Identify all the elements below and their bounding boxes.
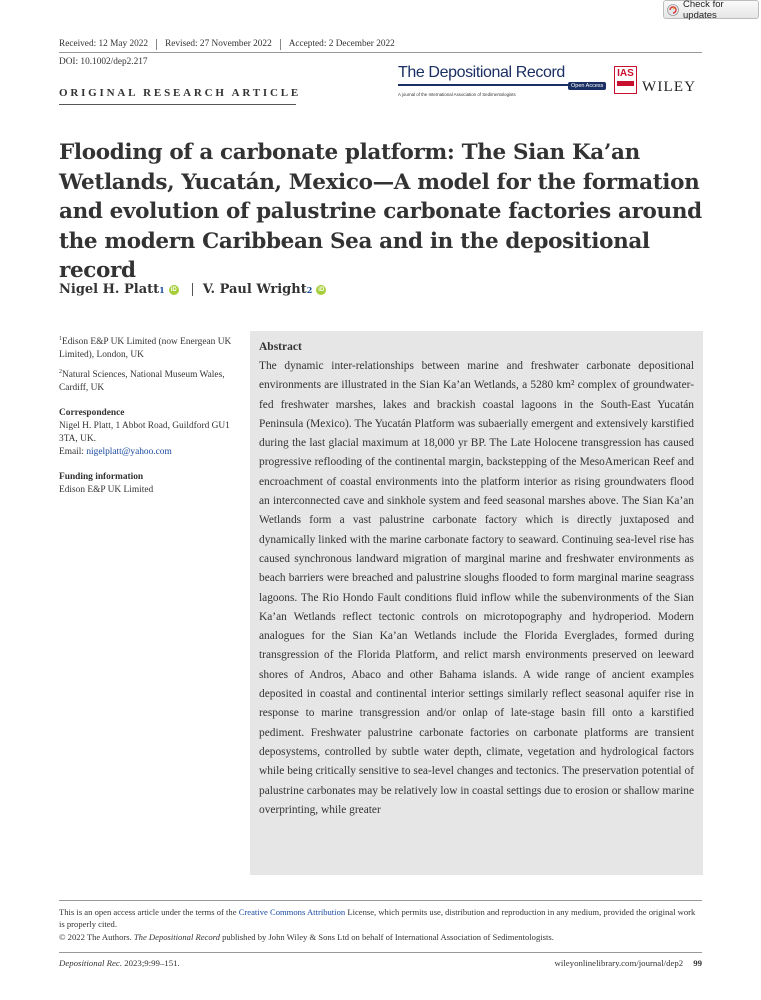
abstract-heading: Abstract bbox=[259, 341, 302, 353]
license-text: License, which permits use, distribution and reproduction in any medium, provided the original work is properly cited. bbox=[59, 907, 696, 930]
ias-logo-text: IAS bbox=[617, 68, 634, 79]
author-list bbox=[59, 282, 329, 297]
article-type-underline bbox=[59, 104, 296, 105]
citation-journal: Depositional Rec. bbox=[59, 958, 123, 968]
correspondence-heading: Correspondence bbox=[59, 408, 125, 419]
license-text: This is an open access article under the terms of the bbox=[59, 907, 239, 917]
refresh-icon bbox=[667, 4, 679, 16]
affiliation-text: Natural Sciences, National Museum Wales, Cardiff, UK bbox=[59, 370, 225, 394]
author-affiliation-mark[interactable]: 2 bbox=[306, 284, 313, 295]
affiliation-text: Edison E&P UK Limited (now Energean UK Limited), London, UK bbox=[59, 337, 232, 361]
copyright-text: published by John Wiley & Sons Ltd on behalf of International Association of Sedimentologists. bbox=[219, 931, 554, 942]
received-date: Received: 12 May 2022 bbox=[59, 39, 149, 49]
correspondence-address: Nigel H. Platt, 1 Abbot Road, Guildford GU1 3TA, UK. bbox=[59, 421, 230, 445]
author-name[interactable]: Nigel H. Platt bbox=[59, 282, 160, 297]
date-divider bbox=[156, 39, 157, 50]
doi: DOI: 10.1002/dep2.217 bbox=[59, 57, 148, 67]
journal-url[interactable]: wileyonlinelibrary.com/journal/dep2 bbox=[554, 958, 684, 968]
check-for-updates-label: Check for updates bbox=[683, 0, 724, 21]
article-type: ORIGINAL RESEARCH ARTICLE bbox=[59, 87, 301, 99]
ias-logo[interactable] bbox=[614, 66, 637, 94]
ias-logo-bar bbox=[617, 81, 634, 86]
affiliation-number: 2 bbox=[59, 369, 62, 376]
open-access-badge: Open Access bbox=[568, 82, 606, 90]
article-title: Flooding of a carbonate platform: The Sian Ka’an Wetlands, Yucatán, Mexico—A model for the formation and evolution of palustrine carbonate factories around the modern Caribbean Sea and in the depositional record bbox=[59, 140, 702, 283]
copyright-statement bbox=[59, 931, 702, 943]
journal-logo-line bbox=[398, 84, 586, 86]
license-footnote bbox=[59, 906, 702, 943]
header-divider bbox=[59, 52, 702, 53]
citation-volume: 2023;9:99–151. bbox=[122, 958, 180, 968]
journal-url-and-page bbox=[555, 958, 702, 968]
affiliation bbox=[59, 366, 239, 395]
orcid-icon[interactable]: iD bbox=[170, 286, 177, 293]
email-label: Email: bbox=[59, 447, 87, 458]
date-divider bbox=[280, 39, 281, 50]
footnote-divider bbox=[59, 900, 702, 901]
affiliation bbox=[59, 333, 239, 362]
author-affiliation-mark[interactable]: 1 bbox=[159, 284, 165, 295]
abstract-box bbox=[250, 331, 703, 875]
publisher-logo[interactable]: WILEY bbox=[642, 79, 697, 95]
license-statement bbox=[59, 906, 702, 931]
journal-subtitle: A journal of the International Association of Sedimentologists bbox=[398, 92, 516, 97]
funding-text: Edison E&P UK Limited bbox=[59, 485, 154, 496]
revised-date: Revised: 27 November 2022 bbox=[165, 39, 272, 49]
copyright-text: © 2022 The Authors. bbox=[59, 931, 134, 942]
article-dates bbox=[59, 39, 395, 50]
license-link[interactable]: Creative Commons Attribution bbox=[238, 907, 346, 917]
footer-divider bbox=[59, 952, 702, 953]
funding-heading: Funding information bbox=[59, 472, 144, 483]
email-link[interactable]: nigelplatt@yahoo.com bbox=[86, 447, 172, 458]
article-info-column bbox=[59, 333, 239, 497]
orcid-icon[interactable]: iD bbox=[318, 286, 325, 293]
author-name[interactable]: V. Paul Wright bbox=[202, 282, 307, 297]
citation bbox=[59, 958, 180, 968]
affiliation-number: 1 bbox=[59, 336, 62, 342]
correspondence-email bbox=[59, 446, 239, 459]
author-divider bbox=[192, 283, 193, 296]
journal-name: The Depositional Record bbox=[398, 64, 565, 81]
journal-logo[interactable] bbox=[398, 64, 610, 97]
page-number: 99 bbox=[693, 958, 702, 968]
accepted-date: Accepted: 2 December 2022 bbox=[288, 39, 395, 49]
ias-logo-subtext bbox=[615, 87, 636, 91]
check-for-updates-button[interactable] bbox=[663, 0, 759, 19]
abstract-text: The dynamic inter-relationships between marine and freshwater carbonate depositional environments are illustrated in the Sian Ka’an Wetlands, a 5280 km² complex of groundwater-fed freshwater marshes, lakes and brackish coastal lagoons in the South-East Yucatán Peninsula (Mexico). The Yucatán Platform was subaerially emergent and extensively karstified during the last glacial maximum at 18,000 yr BP. The Late Holocene transgression has caused progressive reflooding of the continental margin, backstepping of the MesoAmerican Reef and encroachment of coastal environments into the platform interior as rising groundwaters flood an interconnected cave and sinkhole system and feed seasonal marshes above. The Sian Ka’an Wetlands form a vast palustrine carbonate factory which is directly juxtaposed and dynamically linked with the marine carbonate factory to seaward. Continuing sea-level rise has caused synchronous landward migration of marginal marine and freshwater environments as beach barriers were breached and palustrine sloughs flooded to form marginal marine seagrass lagoons. The Rio Hondo Fault conditions fluid inflow while the subenvironments of the Sian Ka’an Wetlands reflect tectonic controls on microtopography and hydroperiod. Modern analogues for the Sian Ka’an Wetlands include the Florida Everglades, formed during transgression of the Florida Platform, and relict marsh environments preserved on leeward shores of Andros, Abaco and other Bahama islands. A wide range of ancient examples deposited in coastal and continental interior settings similarly reflect seasonal aquifer rise in response to marine transgression and/or onlap of late-stage basin fill onto a karstified pediment. Freshwater palustrine carbonate factories on carbonate platforms are transient deposystems, controlled by subtle water depth, climate, vegetation and hydrological factors while being critically sensitive to sea-level changes and tectonics. The preservation potential of palustrine carbonates may be relatively low in coastal settings due to erosion or shallow marine overprinting, while greater bbox=[259, 360, 694, 816]
copyright-journal: The Depositional Record bbox=[133, 931, 220, 942]
